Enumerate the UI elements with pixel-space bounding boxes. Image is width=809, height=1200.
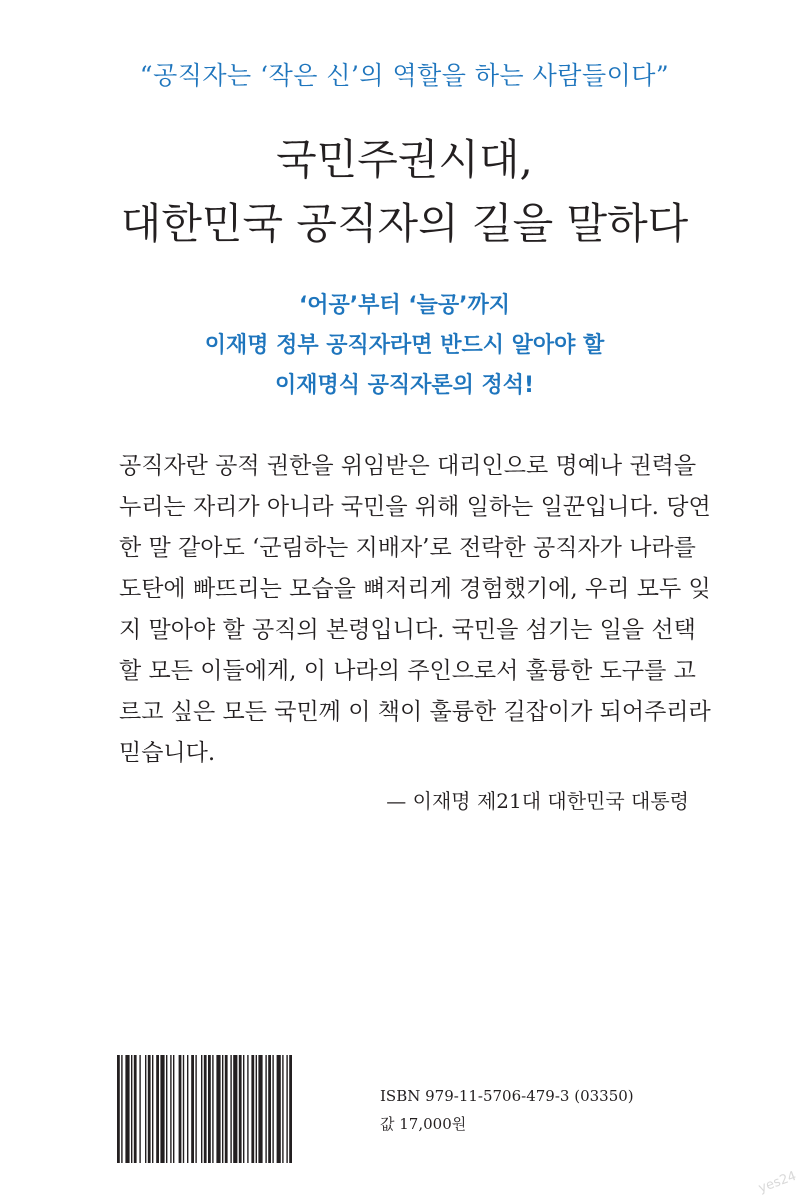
title-line-2: 대한민국 공직자의 길을 말하다 xyxy=(120,199,689,248)
barcode-bar xyxy=(134,1055,137,1163)
barcode-bar xyxy=(230,1055,231,1163)
title-line-1: 국민주권시대, xyxy=(276,135,533,184)
barcode-bar xyxy=(125,1055,129,1163)
attribution: — 이재명 제21대 대한민국 대통령 xyxy=(386,789,689,813)
body-line: 공직자란 공적 권한을 위임받은 대리인으로 명예나 권력을 xyxy=(119,453,697,479)
barcode-bar xyxy=(222,1055,223,1163)
barcode-bar xyxy=(243,1055,244,1163)
body-line: 한 말 같아도 ‘군림하는 지배자’로 전락한 공직자가 나라를 xyxy=(119,535,696,561)
barcode-bar xyxy=(265,1055,266,1163)
body-line: 할 모든 이들에게, 이 나라의 주인으로서 훌륭한 도구를 고 xyxy=(119,658,696,684)
endorsement-body xyxy=(119,446,711,774)
barcode-icon xyxy=(117,1055,349,1163)
barcode-bar xyxy=(145,1055,146,1163)
barcode-bar xyxy=(216,1055,220,1163)
barcode-bar xyxy=(239,1055,242,1163)
barcode-bar xyxy=(160,1055,164,1163)
barcode-bar xyxy=(121,1055,122,1163)
barcode-bar xyxy=(212,1055,213,1163)
barcode-bar xyxy=(156,1055,159,1163)
barcode-bar xyxy=(139,1055,140,1163)
barcode-bar xyxy=(277,1055,281,1163)
subtitle-line-1: ‘어공’부터 ‘늘공’까지 xyxy=(298,293,511,318)
barcode-bar xyxy=(195,1055,196,1163)
barcode-bar xyxy=(208,1055,211,1163)
body-line: 누리는 자리가 아니라 국민을 위해 일하는 일꾼입니다. 당연 xyxy=(119,494,711,520)
book-title xyxy=(0,128,809,256)
barcode-bar xyxy=(131,1055,132,1163)
barcode-bar xyxy=(204,1055,207,1163)
barcode-bar xyxy=(225,1055,228,1163)
watermark: yes24 xyxy=(756,1168,799,1197)
isbn-number: ISBN 979-11-5706-479-3 (03350) xyxy=(380,1087,634,1105)
subtitle-block xyxy=(0,286,809,406)
barcode-bar xyxy=(233,1055,237,1163)
barcode-bar xyxy=(173,1055,174,1163)
body-line: 믿습니다. xyxy=(119,740,216,766)
barcode-bar xyxy=(268,1055,271,1163)
barcode-bar xyxy=(191,1055,194,1163)
barcode-bar xyxy=(258,1055,262,1163)
body-line: 지 말아야 할 공직의 본령입니다. 국민을 섬기는 일을 선택 xyxy=(119,617,696,643)
barcode-bar xyxy=(282,1055,283,1163)
barcode-bar xyxy=(166,1055,167,1163)
isbn-block xyxy=(380,1082,634,1138)
barcode-bar xyxy=(179,1055,182,1163)
subtitle-line-3: 이재명식 공직자론의 정석! xyxy=(274,373,535,398)
price: 값 17,000원 xyxy=(380,1115,467,1133)
barcode-bar xyxy=(247,1055,248,1163)
body-line: 도탄에 빠뜨리는 모습을 뼈저리게 경험했기에, 우리 모두 잊 xyxy=(119,576,711,602)
barcode-bar xyxy=(183,1055,184,1163)
barcode-bar xyxy=(152,1055,153,1163)
barcode-bar xyxy=(289,1055,292,1163)
cover-quote: “공직자는 ‘작은 신’의 역할을 하는 사람들이다” xyxy=(139,61,670,90)
barcode-bar xyxy=(286,1055,287,1163)
barcode-bar xyxy=(201,1055,202,1163)
barcode-bar xyxy=(187,1055,188,1163)
subtitle-line-2: 이재명 정부 공직자라면 반드시 알아야 할 xyxy=(204,333,605,358)
barcode-bar xyxy=(272,1055,273,1163)
barcode-bar xyxy=(256,1055,257,1163)
barcode-bar xyxy=(251,1055,254,1163)
barcode-bar xyxy=(170,1055,171,1163)
barcode-bar xyxy=(117,1055,120,1163)
body-line: 르고 싶은 모든 국민께 이 책이 훌륭한 길잡이가 되어주리라 xyxy=(119,699,711,725)
barcode-bar xyxy=(148,1055,151,1163)
